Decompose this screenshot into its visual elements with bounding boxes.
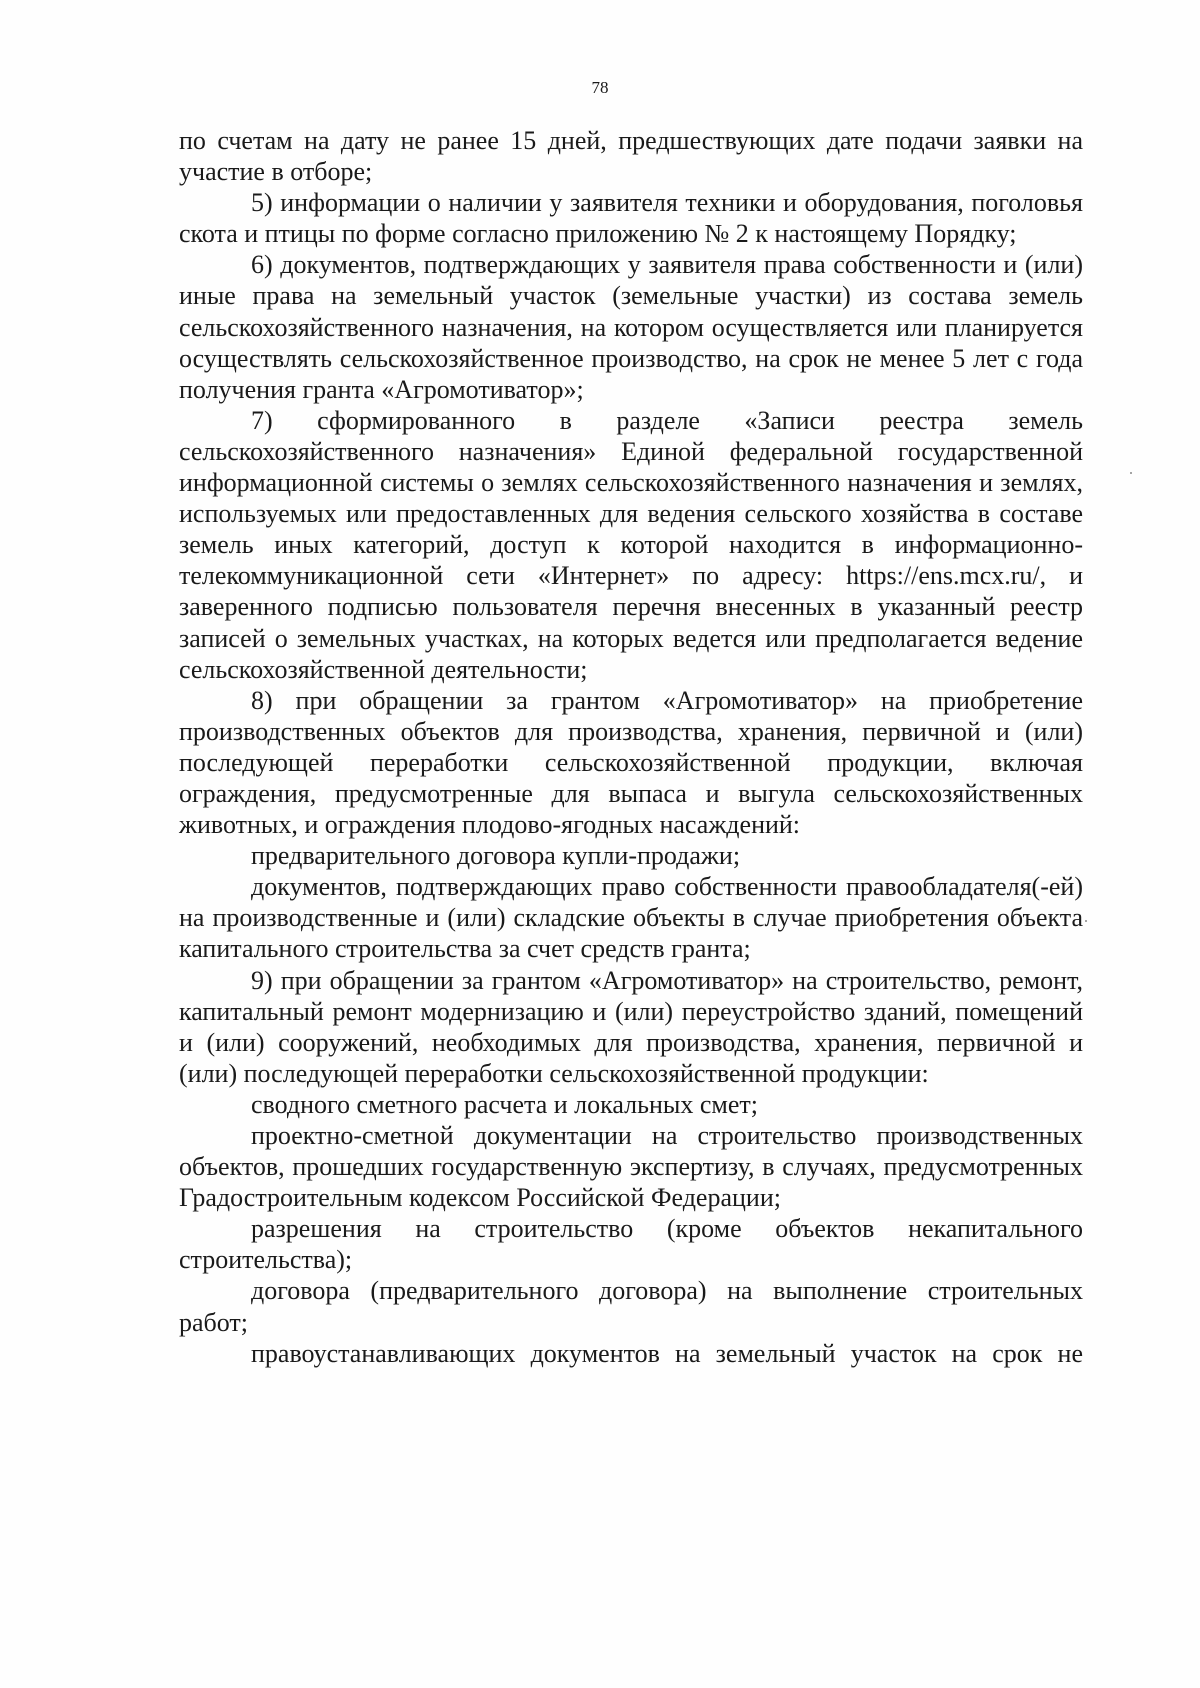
paragraph: 6) документов, подтверждающих у заявителя права собственности и (или) иные права на земельный участок (земельные участки) из состава земель сельскохозяйственного назначения, на котором осуществляется или планируется осуществлять сельскохозяйственное производство, на срок не менее 5 лет с года получения гранта «Агромотиватор»; (179, 250, 1083, 404)
document-body (179, 125, 1083, 1369)
page-number: 78 (591, 78, 609, 97)
paragraph: сводного сметного расчета и локальных смет; (251, 1089, 758, 1119)
paragraph: правоустанавливающих документов на земельный участок на срок не (251, 1338, 1083, 1368)
paragraph: документов, подтверждающих право собственности правообладателя(-ей) на производственные и (или) складские объекты в случае приобретения объекта капитального строительства за счет средств гранта; (179, 872, 1083, 964)
paragraph: по счетам на дату не ранее 15 дней, предшествующих дате подачи заявки на участие в отборе; (179, 126, 1083, 187)
scan-speck (1085, 920, 1087, 922)
paragraph: разрешения на строительство (кроме объектов некапитального строительства); (179, 1214, 1083, 1275)
paragraph: предварительного договора купли-продажи; (251, 841, 741, 871)
paragraph: проектно-сметной документации на строительство производственных объектов, прошедших государственную экспертизу, в случаях, предусмотренных Градостроительным кодексом Российской Федерации; (179, 1121, 1083, 1213)
paragraph: 8) при обращении за грантом «Агромотиватор» на приобретение производственных объектов для производства, хранения, первичной и (или) последующей переработки сельскохозяйственной продукции, включая ограждения, предусмотренные для выпаса и выгула сельскохозяйственных животных, и ограждения плодово-ягодных насаждений: (179, 685, 1083, 840)
paragraph: 7) сформированного в разделе «Записи реестра земель сельскохозяйственного назначения» Единой федеральной государственной информационной системы о землях сельскохозяйственного назначения и землях, используемых или предоставленных для ведения сельского хозяйства в составе земель иных категорий, доступ к которой находится в информационно-телекоммуникационной сети «Интернет» по адресу: https://ens.mcx.ru/, и заверенного подписью пользователя перечня внесенных в указанный реестр записей о земельных участках, на которых ведется или предполагается ведение сельскохозяйственной деятельности; (179, 405, 1083, 684)
paragraph: 9) при обращении за грантом «Агромотиватор» на строительство, ремонт, капитальный ремонт модернизацию и (или) переустройство зданий, помещений и (или) сооружений, необходимых для производства, хранения, первичной и (или) последующей переработки сельскохозяйственной продукции: (179, 965, 1083, 1088)
paragraph: 5) информации о наличии у заявителя техники и оборудования, поголовья скота и птицы по форме согласно приложению № 2 к настоящему Порядку; (179, 188, 1083, 249)
scan-speck (1130, 472, 1132, 474)
paragraph: договора (предварительного договора) на выполнение строительных работ; (179, 1276, 1083, 1337)
